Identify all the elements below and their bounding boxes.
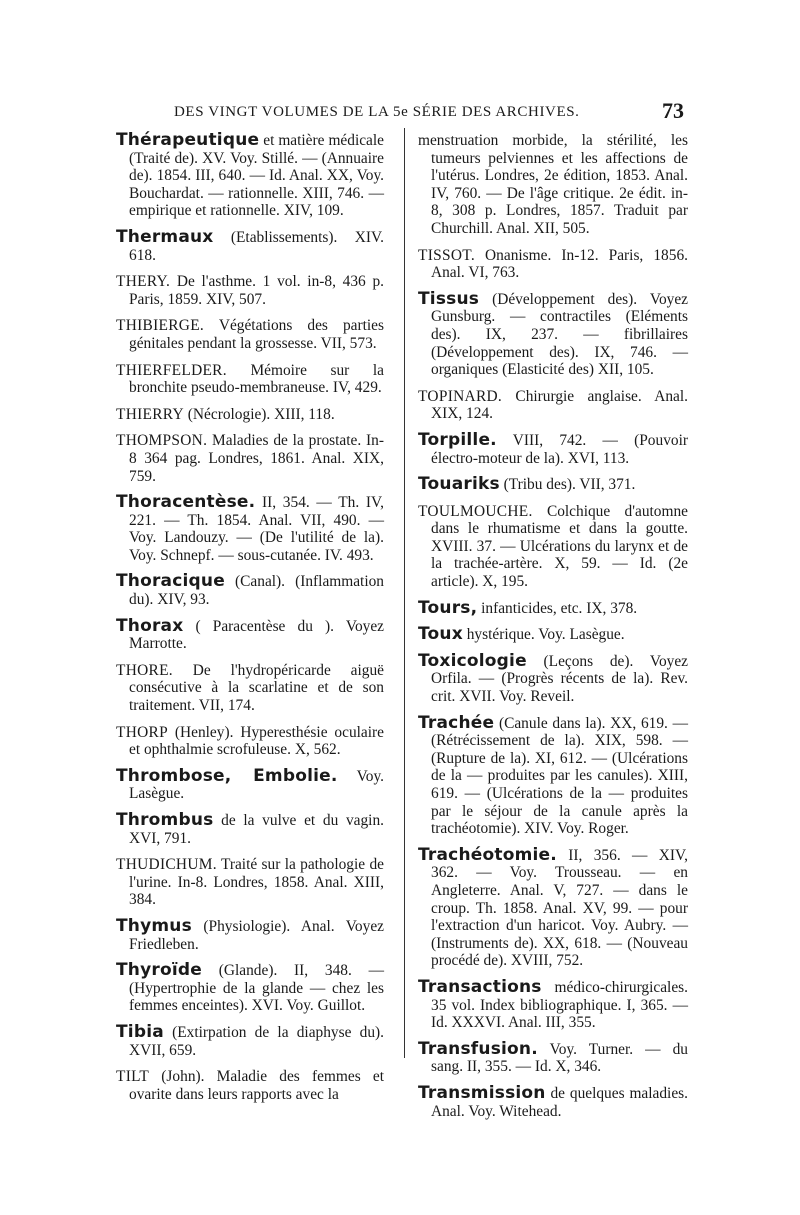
entry-heading: Tours, [418, 597, 478, 618]
entry-text: (Leçons de). Voyez Orfila. — (Progrès récents de la). Rev. crit. XVII. Voy. Reveil. [431, 652, 688, 706]
entry-text: de la vulve et du vagin. XVI, 791. [129, 812, 384, 847]
entry-heading: Trachéotomie. [418, 844, 557, 865]
index-entry [418, 288, 688, 379]
entry-heading: Thérapeutique [116, 130, 260, 150]
left-column [116, 132, 384, 1112]
index-entry [116, 573, 384, 608]
entry-text: (Canule dans la). XX, 619. — (Rétrécissement de la). XIX, 598. — (Rupture de la). XI, 612. — (Ulcérations de la — produites par les canules). XIII, 619. — (Ulcérations de la — produites par le séjour de la canule après la trachéotomie). XIV. Voy. Roger. [431, 714, 688, 838]
entry-heading: THIBIERGE. [116, 317, 205, 335]
index-entry [418, 476, 688, 494]
entry-text: Colchique d'automne dans le rhumatisme et dans la goutte. XVIII. 37. — Ulcérations du larynx et de la trachée-artère. X, 59. — Id. (2e article). X, 195. [431, 502, 688, 591]
index-entry [418, 712, 688, 838]
index-entry [418, 626, 688, 644]
index-entry [116, 1068, 384, 1103]
entry-heading: TISSOT. [418, 246, 475, 264]
entry-text: (Tribu des). VII, 371. [499, 476, 636, 494]
header-title: DES VINGT VOLUMES DE LA 5e SÉRIE DES ARCHIVES. [174, 104, 580, 120]
entry-heading: Toxicologie [418, 650, 527, 671]
entry-heading: Tibia [116, 1021, 164, 1042]
index-entry [418, 429, 688, 467]
column-divider [404, 128, 405, 1058]
entry-text: De l'asthme. 1 vol. in-8, 436 p. Paris, 1859. XIV, 507. [129, 273, 384, 308]
entry-text: II, 354. — Th. IV, 221. — Th. 1854. Anal. VII, 490. — Voy. Landouzy. — (De l'utilité de la). Voy. Schnepf. — sous-cutanée. IV. 493. [129, 494, 384, 564]
entry-text: (John). Maladie des femmes et ovarite dans leurs rapports avec la [129, 1068, 384, 1103]
index-entry [116, 317, 384, 352]
entry-text: (Etablissements). XIV. 618. [129, 228, 384, 264]
entry-text: VIII, 742. — (Pouvoir électro-moteur de la). XVI, 113. [431, 431, 688, 467]
index-entry [116, 662, 384, 715]
entry-text: ( Paracentèse du ). Voyez Marrotte. [129, 617, 384, 653]
index-entry [418, 388, 688, 423]
index-entry [116, 226, 384, 264]
index-entry [116, 362, 384, 397]
entry-text: Traité sur la pathologie de l'urine. In-8. Londres, 1858. Anal. XIII, 384. [129, 856, 384, 909]
entry-text: Onanisme. In-12. Paris, 1856. Anal. VI, 763. [431, 246, 688, 282]
entry-text: infanticides, etc. IX, 378. [477, 599, 638, 617]
entry-text: (Physiologie). Anal. Voyez Friedleben. [129, 917, 384, 953]
index-entry [116, 432, 384, 485]
entry-text: Végétations des parties génitales pendant la grossesse. VII, 573. [129, 317, 384, 352]
entry-text: Voy. Lasègue. [129, 767, 384, 803]
entry-heading: THERY. [116, 273, 171, 291]
entry-text: médico-chirurgicales. 35 vol. Index bibliographique. I, 365. — Id. XXXVI. Anal. III, 355. [431, 978, 688, 1032]
entry-text: (Extirpation de la diaphyse du). XVII, 659. [129, 1023, 384, 1059]
entry-heading: Torpille. [418, 429, 497, 450]
entry-text: (Canal). (Inflammation du). XIV, 93. [129, 573, 384, 609]
entry-text: Mémoire sur la bronchite pseudo-membraneuse. IV, 429. [129, 361, 384, 397]
entry-text: (Henley). Hyperesthésie oculaire et ophthalmie scrofuleuse. X, 562. [129, 723, 384, 759]
entry-heading: THOMPSON. [116, 432, 208, 450]
entry-heading: THIERFELDER. [116, 361, 227, 379]
entry-heading: THUDICHUM. [116, 856, 217, 874]
running-header [150, 98, 690, 132]
index-entry [418, 503, 688, 591]
entry-text: Chirurgie anglaise. Anal. XIX, 124. [431, 387, 688, 423]
index-entry [116, 915, 384, 953]
entry-heading: Thorax [116, 615, 184, 636]
entry-heading: Toux [418, 624, 463, 645]
index-entry [116, 812, 384, 847]
entry-heading: TOULMOUCHE. [418, 502, 533, 520]
entry-heading: Thymus [116, 915, 192, 936]
index-entry [418, 976, 688, 1032]
page-number: 73 [662, 98, 684, 123]
index-entry [418, 844, 688, 970]
entry-heading: Thrombose, Embolie. [116, 765, 338, 786]
index-entry [116, 1021, 384, 1059]
entry-heading: Touariks [418, 474, 500, 495]
entry-text: Voy. Turner. — du sang. II, 355. — Id. X, 346. [431, 1040, 688, 1076]
entry-heading: Trachée [418, 712, 495, 733]
index-entry [116, 765, 384, 803]
entry-heading: Transmission [418, 1082, 546, 1103]
index-entry [116, 962, 384, 1015]
index-entry [418, 1038, 688, 1076]
index-entry [116, 724, 384, 759]
entry-text: de quelques maladies. Anal. Voy. Witehead. [431, 1084, 688, 1120]
index-entry [418, 597, 688, 618]
index-entry [116, 132, 384, 220]
right-column [418, 132, 688, 1129]
entry-heading: Transfusion. [418, 1038, 538, 1059]
entry-text: (Développement des). Voyez Gunsburg. — contractiles (Eléments des). IX, 237. — fibrillaires (Développement des). IX, 746. — organiques (Elasticité des) XII, 105. [431, 290, 688, 379]
entry-heading: THORP [116, 723, 168, 741]
entry-heading: Thoracentèse. [116, 492, 256, 513]
index-entry [116, 856, 384, 909]
entry-text: (Nécrologie). XIII, 118. [183, 405, 335, 423]
entry-heading: Thermaux [116, 226, 214, 247]
index-entry [116, 273, 384, 308]
entry-text: De l'hydropéricarde aiguë consécutive à la scarlatine et de son traitement. VII, 174. [129, 661, 384, 715]
index-entry [418, 247, 688, 282]
entry-heading: Thrombus [116, 810, 214, 830]
entry-heading: Thoracique [116, 571, 225, 592]
entry-text: hystérique. Voy. Lasègue. [462, 626, 625, 644]
entry-heading: THIERRY [116, 405, 184, 423]
index-entry [116, 406, 384, 424]
entry-text: (Glande). II, 348. — (Hypertrophie de la glande — chez les femmes enceintes). XVI. Voy. Guillot. [129, 962, 384, 1015]
index-entry [418, 650, 688, 706]
entry-heading: TILT [116, 1068, 150, 1086]
index-entry [116, 494, 384, 564]
entry-heading: TOPINARD. [418, 387, 503, 405]
index-entry [418, 132, 688, 238]
entry-heading: Tissus [418, 288, 480, 309]
entry-heading: Thyroïde [116, 960, 202, 981]
entry-heading: THORE. [116, 661, 173, 679]
entry-text: II, 356. — XIV, 362. — Voy. Trousseau. — en Angleterre. Anal. V, 727. — dans le croup. Th. 1858. Anal. XV, 99. — pour l'extraction d'un haricot. Voy. Aubry. — (Instruments de). XX, 618. — (Nouveau procédé de). XVIII, 752. [431, 846, 688, 970]
index-entry [116, 615, 384, 653]
entry-text: Maladies de la prostate. In-8 364 pag. Londres, 1861. Anal. XIX, 759. [129, 432, 384, 485]
entry-heading: Transactions [418, 976, 542, 997]
entry-text: menstruation morbide, la stérilité, les tumeurs pelviennes et les affections de l'utérus. Londres, 2e édition, 1853. Anal. IV, 760. — De l'âge critique. 2e édit. in-8, 308 p. Londres, 1857. Traduit par Churchill. Anal. XII, 505. [418, 132, 688, 237]
entry-text: et matière médicale (Traité de). XV. Voy. Stillé. — (Annuaire de). 1854. III, 640. — Id. Anal. XX, Voy. Bouchardat. — rationnelle. XIII, 746. — empirique et rationnelle. XIV, 109. [129, 132, 384, 220]
index-entry [418, 1082, 688, 1120]
